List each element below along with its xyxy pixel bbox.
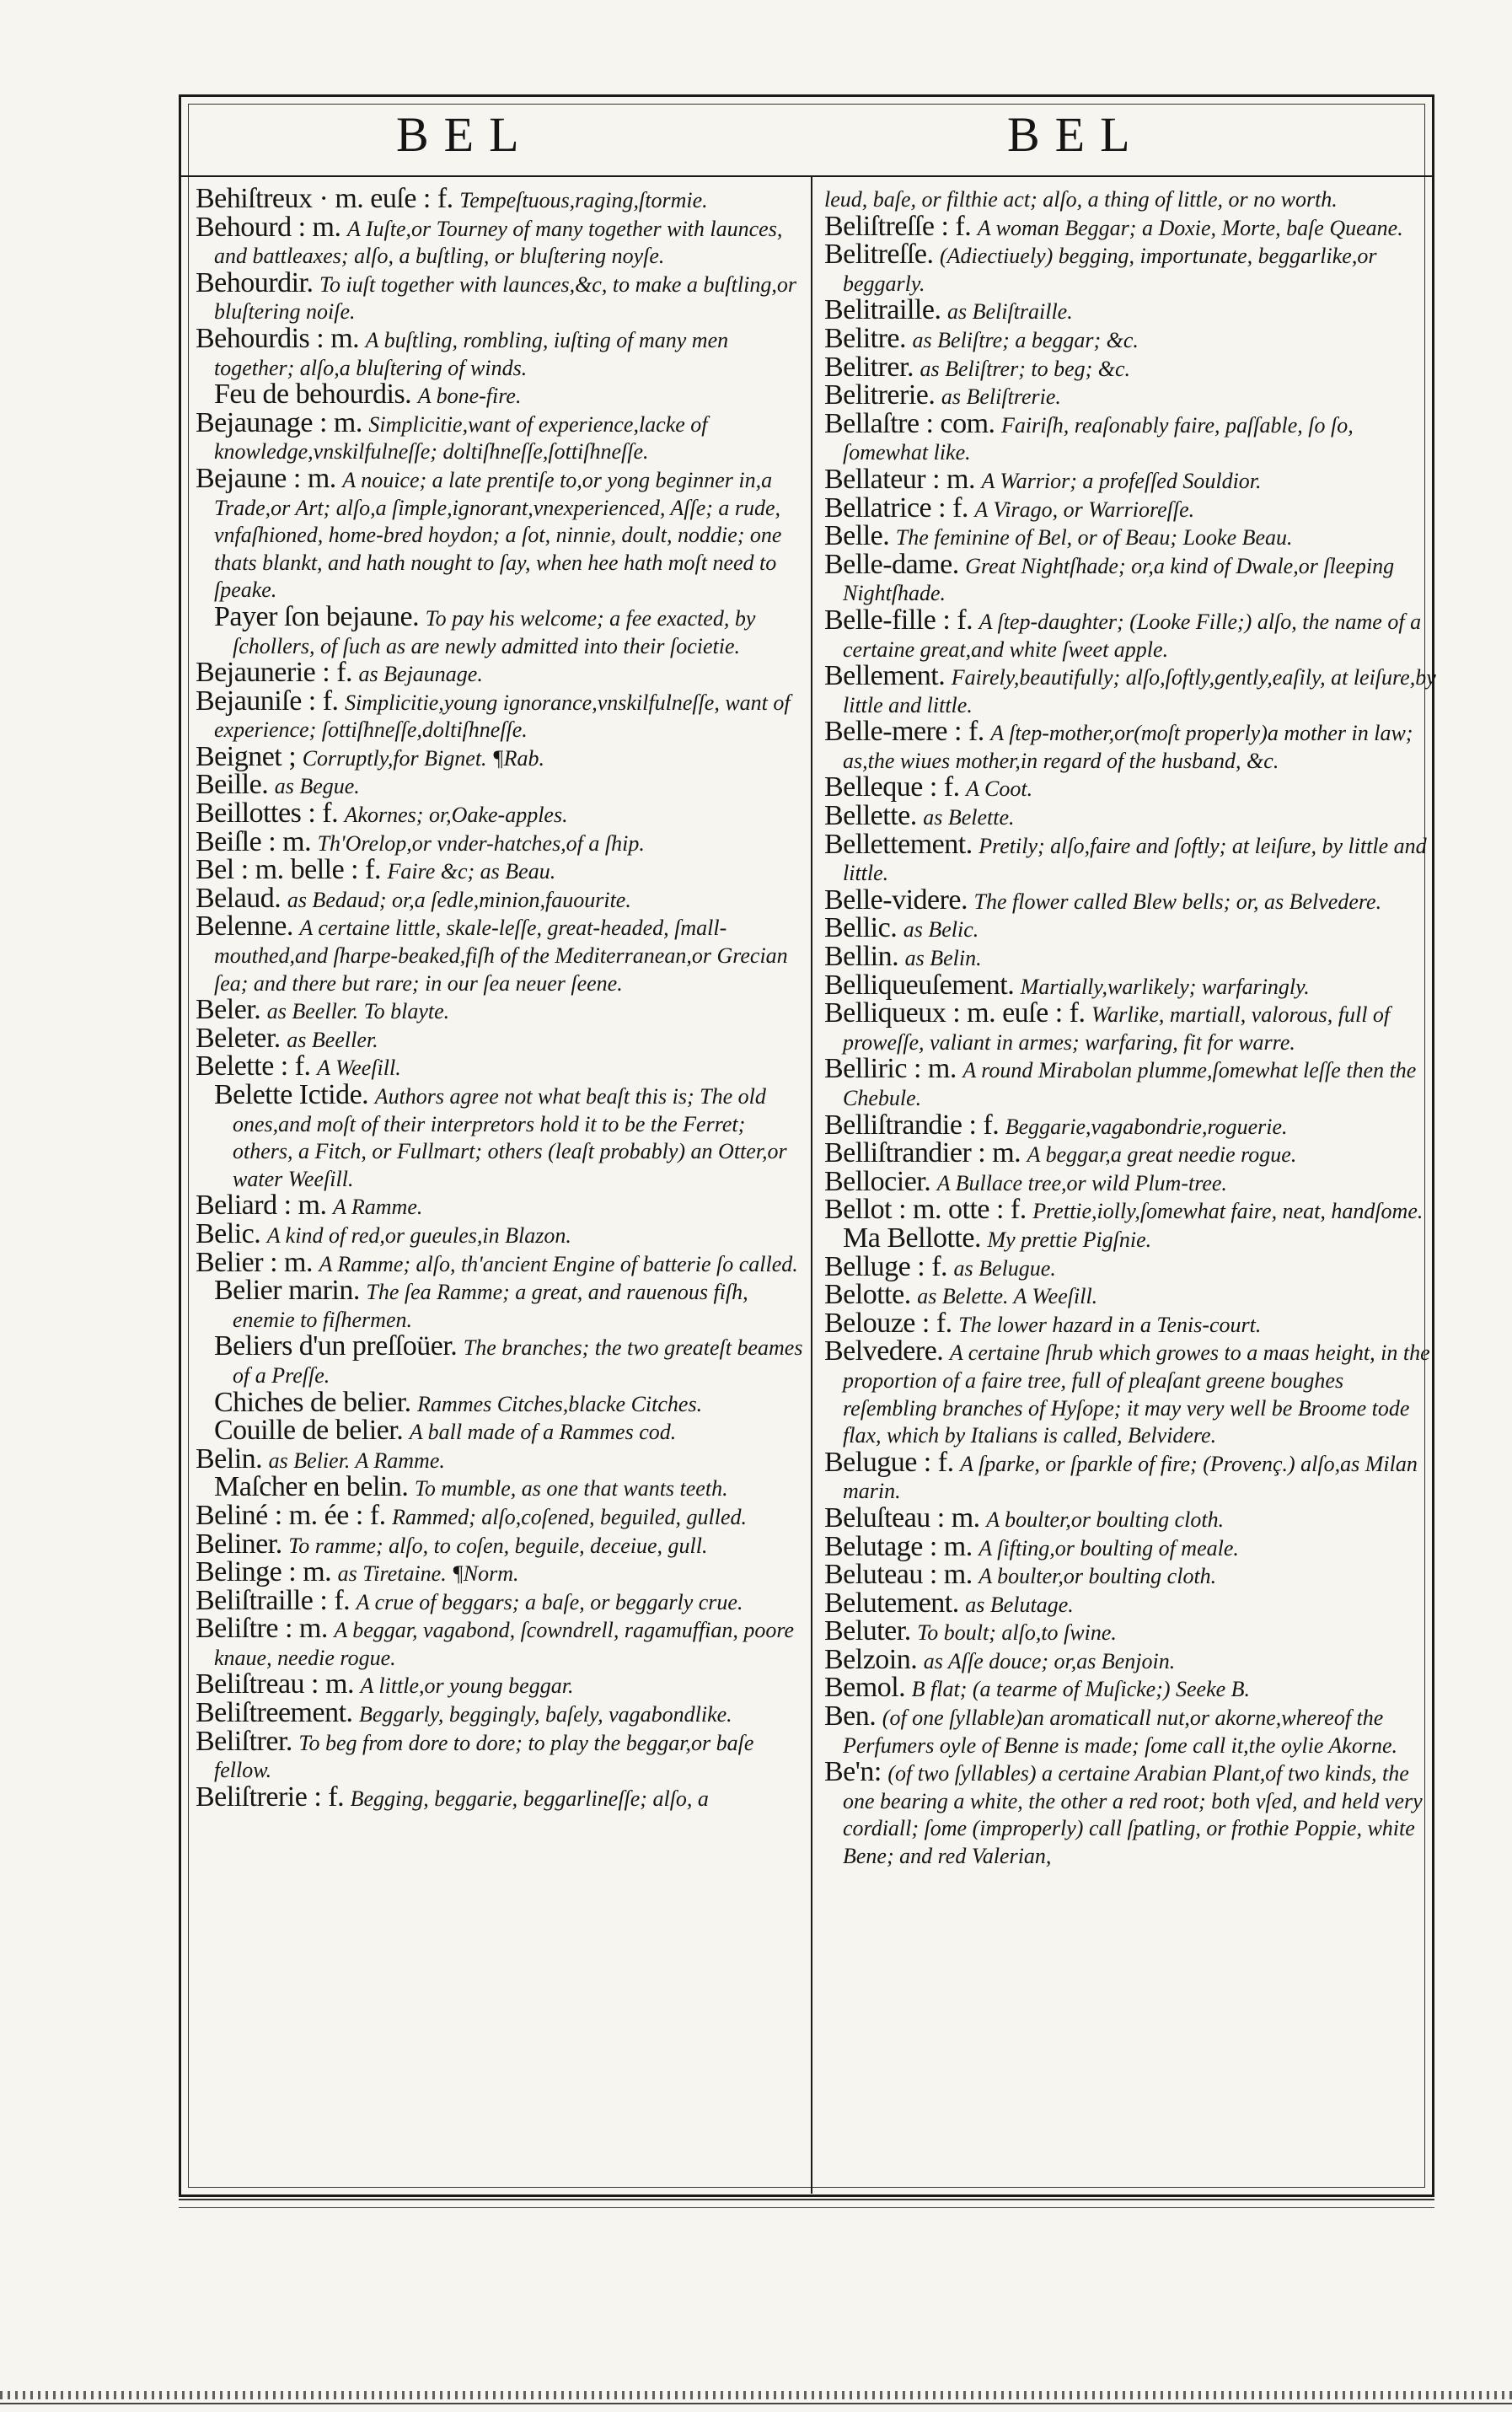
headword: Couille de belier. xyxy=(214,1415,404,1447)
dictionary-entry xyxy=(196,1192,811,1221)
definition: as Beeller. To blayte. xyxy=(266,999,450,1024)
definition: A ſtep-mother,or(moſt properly)a mother in law; as,the wiues mother,in regard of the husband, &c. xyxy=(843,721,1413,773)
definition: leud, baſe, or filthie act; alſo, a thing of little, or no worth. xyxy=(824,187,1338,212)
dictionary-entry xyxy=(824,1643,1440,1675)
headword: Belleque : f. xyxy=(824,771,960,803)
dictionary-entry xyxy=(196,1330,811,1389)
definition: The branches; the two greateſt beames of a Preſſe. xyxy=(233,1335,803,1388)
definition: A Ramme; alſo, th'ancient Engine of batterie ſo called. xyxy=(319,1251,798,1276)
definition: To ramme; alſo, to coſen, beguile, deceiue, gull. xyxy=(288,1533,708,1558)
headword: Beluteau : m. xyxy=(824,1559,973,1591)
definition: A Virago, or Warrioreſſe. xyxy=(974,497,1195,522)
definition: Warlike, martiall, valorous, full of proweſſe, valiant in armes; warfaring, fit for warre. xyxy=(843,1002,1391,1055)
dictionary-entry xyxy=(196,211,811,270)
definition: (of two ſyllables) a certaine Arabian Plant,of two kinds, the one bearing a white, the other a red root; both vſed, and held very cordiall; ſome (improperly) call ſpatling, or frothie Poppie, white Bene; and red Valerian, xyxy=(843,1761,1423,1869)
headword: Beluter. xyxy=(824,1615,911,1647)
definition: Fairiſh, reaſonably faire, paſſable, ſo ſo, ſomewhat like. xyxy=(843,412,1354,465)
definition: as Tiretaine. ¶Norm. xyxy=(337,1561,519,1587)
headword: Bejaunage : m. xyxy=(196,406,362,438)
headword: Belitre. xyxy=(824,322,907,354)
headword: Bellateur : m. xyxy=(824,463,976,495)
headword: Bejaunerie : f. xyxy=(196,657,353,689)
headword: Behourdir. xyxy=(196,266,314,298)
dictionary-entry xyxy=(824,997,1440,1056)
dictionary-entry xyxy=(196,322,811,381)
definition: A Iuſte,or Tourney of many together with launces, and battleaxes; alſo, a buſtling, or bluſtering noyſe. xyxy=(214,216,783,269)
headword: Belliric : m. xyxy=(824,1053,957,1085)
dictionary-entry xyxy=(824,1587,1440,1619)
definition: A Coot. xyxy=(966,776,1033,802)
headword: Beliſtrer. xyxy=(196,1725,292,1757)
dictionary-entry xyxy=(196,913,811,996)
headword: Belle-fille : f. xyxy=(824,604,973,636)
definition: A crue of beggars; a baſe, or beggarly crue. xyxy=(356,1589,743,1614)
definition: My prettie Pigſnie. xyxy=(987,1227,1152,1252)
dictionary-entry xyxy=(824,1109,1440,1141)
dictionary-entry xyxy=(196,1615,811,1671)
headword: Payer ſon bejaune. xyxy=(214,600,420,632)
dictionary-entry xyxy=(824,463,1440,495)
dictionary-entry xyxy=(824,210,1440,242)
dictionary-entry xyxy=(196,1556,811,1588)
dictionary-entry xyxy=(196,1781,811,1813)
headword: Belinge : m. xyxy=(196,1556,332,1588)
headword: Belier marin. xyxy=(214,1275,360,1307)
dictionary-entry xyxy=(824,1700,1440,1759)
dictionary-entry xyxy=(196,1246,811,1278)
dictionary-entry xyxy=(196,1417,811,1446)
definition: A certaine little, skale-leſſe, great-headed, ſmall-mouthed,and ſharpe-beaked,fiſh of the Mediterranean,or Grecian ſea; and there but rare; in our ſea neuer ſeene. xyxy=(214,916,788,996)
dictionary-entry xyxy=(824,548,1440,607)
definition: The ſea Ramme; a great, and rauenous fiſh, enemie to fiſhermen. xyxy=(233,1280,748,1332)
definition: To boult; alſo,to ſwine. xyxy=(917,1620,1117,1646)
definition: Corruptly,for Bignet. ¶Rab. xyxy=(302,745,545,771)
headword: Beille. xyxy=(196,769,269,801)
definition: Authors agree not what beaſt this is; The old ones,and moſt of their interpretors hold it to be the Ferret; others, a Fitch, or Fullmart; others (leaſt probably) an Otter,or water Weeſill. xyxy=(233,1084,787,1191)
definition: A little,or young beggar. xyxy=(360,1673,574,1699)
definition: To iuſt together with launces,&c, to make a buſtling,or bluſtering noiſe. xyxy=(214,271,796,325)
headword: Belle-videre. xyxy=(824,884,968,916)
definition: Simplicitie,want of experience,lacke of knowledge,vnskilfulneſſe; doltiſhneſſe,ſottiſhneſſe. xyxy=(214,411,708,465)
dictionary-entry xyxy=(196,1442,811,1475)
dictionary-entry xyxy=(824,322,1440,354)
dictionary-entry xyxy=(824,1530,1440,1562)
headword: Belier : m. xyxy=(196,1246,313,1278)
dictionary-entry xyxy=(824,1674,1440,1703)
dictionary-entry xyxy=(196,685,811,744)
right-column xyxy=(824,185,1440,1870)
headword: Bejaune : m. xyxy=(196,462,336,494)
bottom-rule xyxy=(179,2199,1434,2208)
dictionary-entry xyxy=(824,943,1440,972)
headword: Beliſtre : m. xyxy=(196,1613,328,1645)
dictionary-entry xyxy=(824,660,1440,718)
headword: Beliſtrerie : f. xyxy=(196,1781,345,1813)
dictionary-entry xyxy=(196,266,811,325)
dictionary-entry xyxy=(824,604,1440,663)
dictionary-entry xyxy=(196,600,811,659)
dictionary-entry xyxy=(824,1281,1440,1310)
definition: To mumble, as one that wants teeth. xyxy=(414,1476,728,1501)
definition: (of one ſyllable)an aromaticall nut,or akorne,whereof the Perfumers oyle of Benne is made; ſome call it,the oylie Akorne. xyxy=(843,1706,1397,1758)
scan-edge-line xyxy=(0,2403,1512,2404)
definition: as Bedaud; or,a ſedle,minion,fauourite. xyxy=(287,887,631,912)
definition: Simplicitie,young ignorance,vnskilfulneſſe, want of experience; ſottiſhneſſe,doltiſhneſſe. xyxy=(214,690,791,743)
definition: Rammed; alſo,coſened, beguiled, gulled. xyxy=(392,1504,748,1529)
headword: Beillottes : f. xyxy=(196,798,339,830)
definition: A woman Beggar; a Doxie, Morte, baſe Queane. xyxy=(977,215,1403,240)
dictionary-entry xyxy=(196,1022,811,1054)
headword: Belouze : f. xyxy=(824,1307,952,1339)
headword: Beliſtreſſe : f. xyxy=(824,210,972,242)
headword: Bel : m. belle : f. xyxy=(196,854,381,886)
definition: as Beliſtrerie. xyxy=(941,384,1061,410)
headword: Belette Ictide. xyxy=(214,1079,369,1110)
headword: Belin. xyxy=(196,1442,263,1475)
column-divider xyxy=(811,177,812,2194)
dictionary-entry xyxy=(824,1250,1440,1282)
dictionary-entry xyxy=(824,800,1440,832)
dictionary-entry xyxy=(824,1561,1440,1590)
definition: Akornes; or,Oake-apples. xyxy=(344,803,568,828)
dictionary-entry xyxy=(196,1528,811,1560)
headword: Ma Bellotte. xyxy=(843,1222,981,1254)
headword: Belle-mere : f. xyxy=(824,716,984,748)
definition: A ſparke, or ſparkle of fire; (Provenç.) alſo,as Milan marin. xyxy=(843,1451,1418,1504)
definition: A Bullace tree,or wild Plum-tree. xyxy=(936,1170,1227,1195)
definition: A Weeſill. xyxy=(317,1056,401,1081)
definition: Fairely,beautifully; alſo,ſoftly,gently,eaſily, at leiſure,by little and little. xyxy=(843,665,1436,717)
headword: Belutage : m. xyxy=(824,1530,973,1562)
headword: Belette : f. xyxy=(196,1050,311,1082)
definition: To pay his welcome; a fee exacted, by ſchollers, of ſuch as are newly admitted into their ſocietie. xyxy=(233,605,756,658)
running-head-right: BEL xyxy=(1007,107,1145,162)
dictionary-entry xyxy=(196,462,811,604)
headword: Chiches de belier. xyxy=(214,1386,411,1418)
definition: as Beliſtre; a beggar; &c. xyxy=(912,327,1139,352)
definition: Prettie,iolly,ſomewhat faire, neat, handſome. xyxy=(1032,1199,1424,1224)
dictionary-entry xyxy=(196,1386,811,1418)
dictionary-entry xyxy=(824,1335,1440,1448)
definition: Martially,warlikely; warfaringly. xyxy=(1020,974,1310,999)
definition: Beggarie,vagabondrie,roguerie. xyxy=(1005,1114,1288,1139)
dictionary-entry xyxy=(824,185,1440,213)
headword: Belzoin. xyxy=(824,1643,918,1675)
definition: as Belier. A Ramme. xyxy=(268,1448,445,1473)
definition: A beggar,a great needie rogue. xyxy=(1027,1142,1297,1168)
definition: Beggarly, beggingly, baſely, vagabondlike. xyxy=(359,1702,732,1727)
headword: Bellaſtre : com. xyxy=(824,407,995,439)
dictionary-entry xyxy=(824,492,1440,524)
headword: Behourd : m. xyxy=(196,211,341,243)
dictionary-entry xyxy=(824,771,1440,803)
dictionary-entry xyxy=(196,800,811,829)
dictionary-entry xyxy=(196,1499,811,1531)
headword: Beler. xyxy=(196,994,261,1026)
dictionary-entry xyxy=(196,854,811,886)
dictionary-entry xyxy=(824,379,1440,411)
headword: Belic. xyxy=(196,1217,261,1249)
dictionary-entry xyxy=(196,1697,811,1729)
definition: (Adiectiuely) begging, importunate, beggarlike,or beggarly. xyxy=(843,244,1377,296)
dictionary-entry xyxy=(196,1725,811,1784)
scan-edge-strip xyxy=(0,2391,1512,2399)
dictionary-entry xyxy=(196,771,811,800)
headword: Beleter. xyxy=(196,1022,281,1054)
dictionary-entry xyxy=(824,520,1440,552)
headword: Belotte. xyxy=(824,1279,911,1311)
dictionary-entry xyxy=(824,241,1440,297)
headword: Belle-dame. xyxy=(824,548,959,580)
definition: as Beliſtrer; to beg; &c. xyxy=(920,356,1131,381)
dictionary-entry xyxy=(824,294,1440,326)
headword: Belugue : f. xyxy=(824,1446,954,1478)
definition: as Bejaunage. xyxy=(358,662,483,687)
definition: as Aſſe douce; or,as Benjoin. xyxy=(923,1648,1176,1673)
definition: Th'Orelop,or vnder-hatches,of a ſhip. xyxy=(317,830,645,856)
dictionary-entry xyxy=(824,1165,1440,1197)
dictionary-entry xyxy=(196,882,811,914)
dictionary-entry xyxy=(824,1307,1440,1339)
dictionary-entry xyxy=(196,996,811,1025)
headword: Belitreſſe. xyxy=(824,239,934,271)
definition: as Belette. xyxy=(923,805,1015,830)
definition: The lower hazard in a Tenis-court. xyxy=(958,1312,1262,1337)
headword: Beliné : m. ée : f. xyxy=(196,1499,386,1531)
definition: Faire &c; as Beau. xyxy=(387,859,556,884)
definition: A boulter,or boulting cloth. xyxy=(979,1564,1217,1589)
headword: Beliſtreement. xyxy=(196,1697,353,1729)
definition: A buſtling, rombling, iuſting of many men together; alſo,a bluſtering of winds. xyxy=(214,327,729,380)
definition: as Beliſtraille. xyxy=(946,299,1073,325)
dictionary-entry xyxy=(824,1501,1440,1534)
headword: Feu de behourdis. xyxy=(214,379,412,411)
definition: A nouice; a late prentiſe to,or yong beginner in,a Trade,or Art; alſo,a ſimple,ignorant,vnexperienced, Aſſe; a rude, vnfaſhioned, home-bred hoydon; a ſot, ninnie, doult, noddie; one thats blankt, and hath nought to ſay, when hee hath moſt need to ſpeake. xyxy=(214,467,782,603)
definition: A round Mirabolan plumme,ſomewhat leſſe then the Chebule. xyxy=(843,1058,1417,1110)
dictionary-entry xyxy=(824,912,1440,944)
dictionary-entry xyxy=(824,351,1440,383)
headword: Belitrer. xyxy=(824,351,914,383)
headword: Belliqueuſement. xyxy=(824,969,1015,1001)
definition: Begging, beggarie, beggarlineſſe; alſo, a xyxy=(350,1786,709,1811)
headword: Beluſteau : m. xyxy=(824,1501,980,1534)
definition: Rammes Citches,blacke Citches. xyxy=(417,1391,703,1416)
definition: as Belic. xyxy=(903,917,979,943)
headword: Be'n: xyxy=(824,1756,882,1788)
headword: Belitraille. xyxy=(824,294,941,326)
headword: Beliers d'un preſſoüer. xyxy=(214,1330,458,1362)
definition: as Beeller. xyxy=(287,1027,378,1052)
headword: Belvedere. xyxy=(824,1335,944,1367)
definition: A ſtep-daughter; (Looke Fille;) alſo, the name of a certaine great,and white ſweet apple. xyxy=(843,609,1422,662)
definition: as Belin. xyxy=(904,946,982,971)
headword: Beiſle : m. xyxy=(196,825,312,857)
definition: as Begue. xyxy=(274,774,360,799)
headword: Bellocier. xyxy=(824,1165,931,1197)
headword: Belitrerie. xyxy=(824,379,936,411)
dictionary-entry xyxy=(824,718,1440,774)
dictionary-entry xyxy=(196,1668,811,1700)
dictionary-entry xyxy=(824,828,1440,887)
left-column xyxy=(196,185,811,1812)
definition: The feminine of Bel, or of Beau; Looke Beau. xyxy=(895,525,1293,551)
dictionary-entry xyxy=(196,1471,811,1503)
headword: Belenne. xyxy=(196,911,293,943)
headword: Belliqueux : m. euſe : f. xyxy=(824,997,1086,1029)
definition: B flat; (a tearme of Muſicke;) Seeke B. xyxy=(911,1677,1251,1702)
dictionary-entry xyxy=(824,1053,1440,1111)
definition: To beg from dore to dore; to play the beggar,or baſe fellow. xyxy=(214,1730,754,1783)
headword: Beliard : m. xyxy=(196,1190,327,1222)
headword: Belaud. xyxy=(196,882,281,914)
headword: Belle. xyxy=(824,520,890,552)
dictionary-entry xyxy=(824,1196,1440,1225)
headword: Bellot : m. otte : f. xyxy=(824,1194,1027,1226)
definition: A kind of red,or gueules,in Blazon. xyxy=(266,1222,571,1248)
headword: Bellettement. xyxy=(824,828,973,860)
headword: Ben. xyxy=(824,1700,877,1732)
definition: A Ramme. xyxy=(332,1195,423,1220)
headword: Belutement. xyxy=(824,1587,959,1619)
definition: as Belette. A Weeſill. xyxy=(917,1284,1098,1309)
definition: A boulter,or boulting cloth. xyxy=(986,1507,1225,1532)
dictionary-entry xyxy=(824,1756,1440,1869)
dictionary-entry xyxy=(196,740,811,772)
dictionary-entry xyxy=(196,406,811,465)
definition: The flower called Blew bells; or, as Belvedere. xyxy=(973,889,1382,914)
headword: Bellatrice : f. xyxy=(824,492,968,524)
definition: as Belutage. xyxy=(965,1592,1074,1617)
dictionary-entry xyxy=(824,969,1440,1001)
definition: A ball made of a Rammes cod. xyxy=(409,1420,677,1445)
headword: Bellic. xyxy=(824,912,898,944)
dictionary-entry xyxy=(196,1277,811,1333)
headword: Beliſtraille : f. xyxy=(196,1584,351,1616)
dictionary-entry xyxy=(196,1079,811,1192)
definition: A certaine ſhrub which growes to a maas height, in the proportion of a faire tree, full of pleaſant greene boughes reſembling branches of Hyſope; it may very well be Broome tode flax, which by Italians is called, Belvidere. xyxy=(843,1340,1430,1448)
dictionary-entry xyxy=(196,185,811,214)
running-head-left: BEL xyxy=(396,107,534,162)
definition: A Warrior; a profeſſed Souldior. xyxy=(981,468,1262,493)
dictionary-entry xyxy=(196,1217,811,1249)
definition: A ſifting,or boulting of meale. xyxy=(979,1535,1239,1561)
dictionary-entry xyxy=(196,825,811,857)
headword: Belliſtrandie : f. xyxy=(824,1109,1000,1141)
headword: Beliner. xyxy=(196,1528,282,1560)
dictionary-entry xyxy=(824,407,1440,466)
dictionary-entry xyxy=(824,1222,1440,1254)
definition: A bone-fire. xyxy=(417,384,522,409)
dictionary-entry xyxy=(824,1615,1440,1647)
headword: Belliſtrandier : m. xyxy=(824,1137,1021,1169)
header-rule xyxy=(179,175,1434,177)
headword: Behiſtreux · m. euſe : f. xyxy=(196,183,453,214)
headword: Belluge : f. xyxy=(824,1250,948,1282)
dictionary-entry xyxy=(824,1446,1440,1505)
headword: Bemol. xyxy=(824,1672,906,1704)
headword: Behourdis : m. xyxy=(196,322,360,354)
definition: as Belugue. xyxy=(953,1255,1056,1281)
headword: Bellette. xyxy=(824,800,917,832)
headword: Maſcher en belin. xyxy=(214,1471,409,1503)
dictionary-entry xyxy=(196,381,811,410)
dictionary-entry xyxy=(196,1584,811,1616)
headword: Beliſtreau : m. xyxy=(196,1668,354,1700)
dictionary-entry xyxy=(196,1050,811,1082)
dictionary-entry xyxy=(824,1137,1440,1169)
headword: Bellin. xyxy=(824,941,899,973)
headword: Bejauniſe : f. xyxy=(196,685,339,717)
definition: Great Nightſhade; or,a kind of Dwale,or ſleeping Nightſhade. xyxy=(843,553,1395,606)
dictionary-entry xyxy=(824,884,1440,916)
definition: A beggar, vagabond, ſcowndrell, ragamuffian, poore knaue, needie rogue. xyxy=(214,1618,795,1670)
headword: Bellement. xyxy=(824,660,946,692)
definition: Tempeſtuous,raging,ſtormie. xyxy=(459,188,708,212)
headword: Beignet ; xyxy=(196,740,297,772)
definition: Pretily; alſo,faire and ſoftly; at leiſure, by little and little. xyxy=(843,833,1427,886)
dictionary-entry xyxy=(196,659,811,688)
